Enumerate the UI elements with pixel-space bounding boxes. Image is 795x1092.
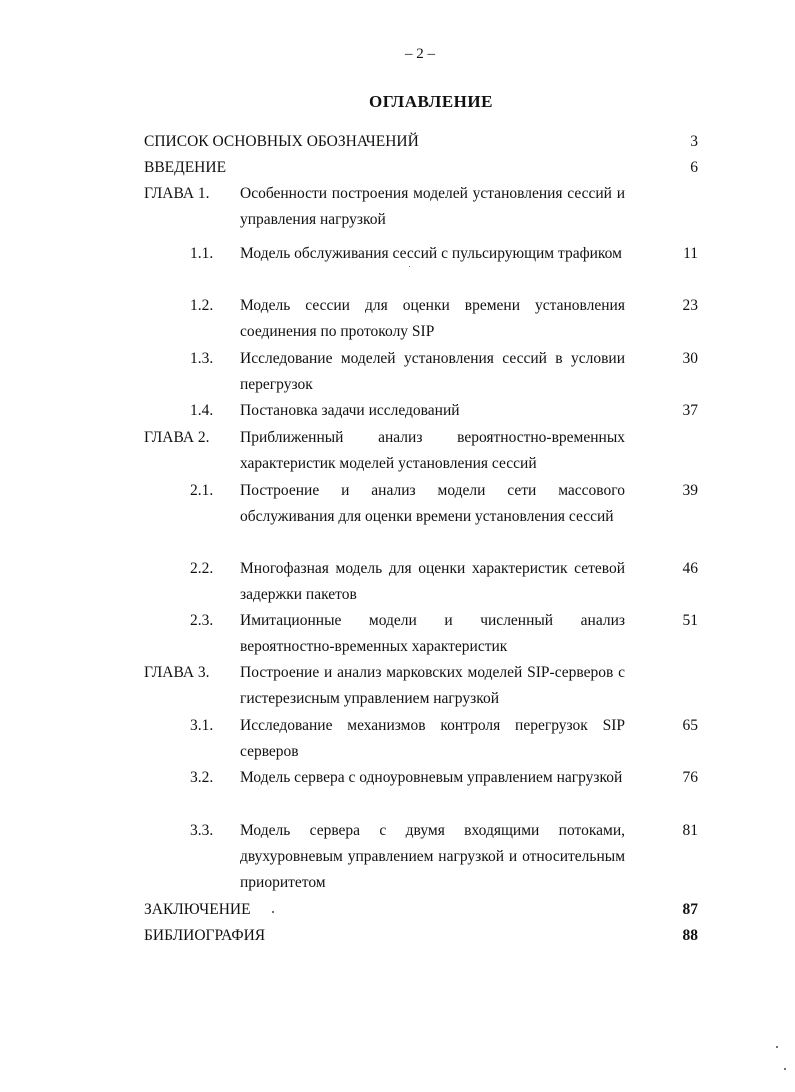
toc-entry-label: СПИСОК ОСНОВНЫХ ОБОЗНАЧЕНИЙ	[144, 133, 419, 150]
toc-entry-label: БИБЛИОГРАФИЯ	[144, 927, 266, 944]
toc-chapter-label: ГЛАВА 1.	[144, 185, 210, 202]
toc-entry-page: 30	[682, 350, 698, 367]
page-number: – 2 –	[405, 46, 435, 62]
toc-entry-page: 3	[690, 133, 698, 150]
toc-entry-label: ВВЕДЕНИЕ	[144, 159, 227, 176]
toc-entry-label: ЗАКЛЮЧЕНИЕ	[144, 901, 251, 918]
toc-section-title: Модель сессии для оценки времени установления соединения по протоколу SIP	[240, 297, 625, 340]
toc-section-number: 2.1.	[190, 482, 214, 499]
toc-entry-page: 87	[682, 901, 698, 918]
toc-chapter-label: ГЛАВА 3.	[144, 664, 210, 681]
toc-entry-page: 51	[682, 612, 698, 629]
toc-section-number: 3.2.	[190, 769, 214, 786]
toc-section-title: Многофазная модель для оценки характеристик сетевой задержки пакетов	[240, 560, 625, 603]
toc-section-number: 1.4.	[190, 402, 214, 419]
toc-entry-page: 46	[682, 560, 698, 577]
toc-entry-page: 23	[682, 297, 698, 314]
toc-section-title: Имитационные модели и численный анализ вероятностно-временных характеристик	[240, 612, 625, 655]
toc-entry-page: 39	[682, 482, 698, 499]
toc-entry-page: 88	[682, 927, 698, 944]
toc-chapter-title: Построение и анализ марковских моделей SIP-серверов с гистерезисным управлением нагрузкой	[240, 664, 625, 707]
toc-chapter-label: ГЛАВА 2.	[144, 429, 210, 446]
toc-entry-page: 76	[682, 769, 698, 786]
toc-section-number: 1.2.	[190, 297, 214, 314]
toc-section-number: 2.2.	[190, 560, 214, 577]
scan-speck	[409, 266, 410, 267]
toc-section-number: 1.1.	[190, 245, 214, 262]
toc-section-title: Модель обслуживания сессий с пульсирующим трафиком	[240, 245, 622, 262]
toc-entry-page: 11	[683, 245, 698, 262]
toc-section-number: 2.3.	[190, 612, 214, 629]
scan-speck	[784, 1068, 786, 1070]
toc-title: ОГЛАВЛЕНИЕ	[369, 92, 493, 111]
toc-chapter-title: Приближенный анализ вероятностно-временных характеристик моделей установления сессий	[240, 429, 625, 472]
toc-entry-page: 81	[682, 822, 698, 839]
toc-entry-page: 65	[682, 717, 698, 734]
toc-section-title: Исследование моделей установления сессий в условии перегрузок	[240, 350, 625, 393]
toc-section-title: Постановка задачи исследований	[240, 402, 460, 419]
toc-entry-page: 37	[682, 402, 698, 419]
toc-section-number: 3.3.	[190, 822, 214, 839]
toc-section-number: 3.1.	[190, 717, 214, 734]
toc-section-title: Исследование механизмов контроля перегрузок SIP серверов	[240, 717, 625, 760]
scan-speck	[272, 911, 274, 913]
toc-section-title: Модель сервера с одноуровневым управлением нагрузкой	[240, 769, 623, 786]
scan-speck	[776, 1046, 778, 1048]
toc-section-title: Модель сервера с двумя входящими потоками, двухуровневым управлением нагрузкой и относительным приоритетом	[240, 822, 625, 891]
toc-section-number: 1.3.	[190, 350, 214, 367]
toc-chapter-title: Особенности построения моделей установления сессий и управления нагрузкой	[240, 185, 625, 228]
toc-section-title: Построение и анализ модели сети массового обслуживания для оценки времени установления сессий	[240, 482, 625, 525]
toc-entry-page: 6	[690, 159, 698, 176]
